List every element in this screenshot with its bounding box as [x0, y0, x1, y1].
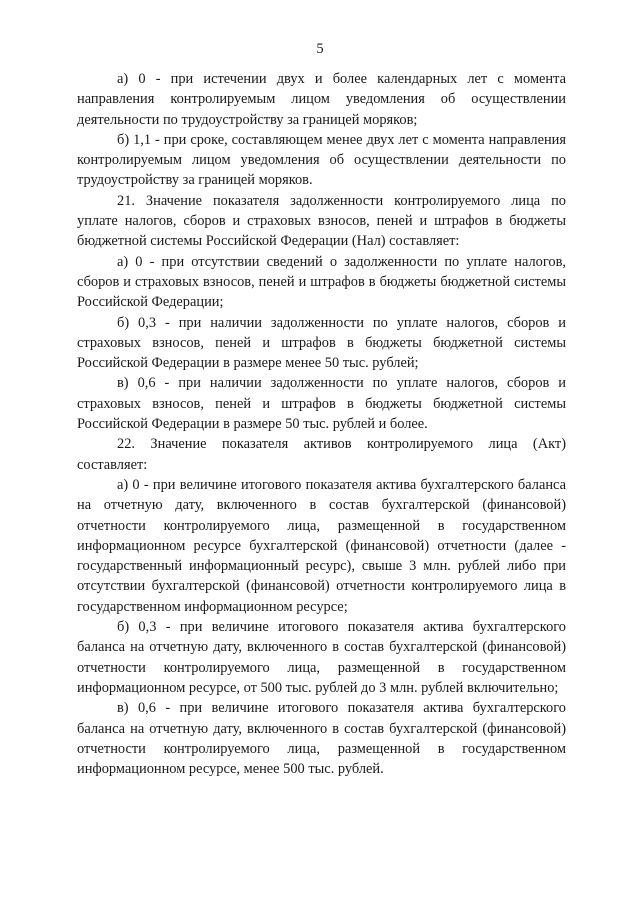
- paragraph-22c: в) 0,6 - при величине итогового показателя актива бухгалтерского баланса на отчетную дату, включенного в состав бухгалтерской (финансовой) отчетности контролируемого лица, размещенной в государственном информационном ресурсе, менее 500 тыс. рублей.: [77, 700, 566, 778]
- paragraph-22a: а) 0 - при величине итогового показателя актива бухгалтерского баланса на отчетную дату, включенного в состав бухгалтерской (финансовой) отчетности контролируемого лица, размещенной в государственном информационном ресурсе бухгалтерской (финансовой) отчетности (далее - государственный информационный ресурс), свыше 3 млн. рублей либо при отсутствии бухгалтерской (финансовой) отчетности контролируемого лица в государственном информационном ресурсе;: [77, 476, 566, 615]
- paragraph-22b: б) 0,3 - при величине итогового показателя актива бухгалтерского баланса на отчетную дату, включенного в состав бухгалтерской (финансовой) отчетности контролируемого лица, размещенной в государственном информационном ресурсе, от 500 тыс. рублей до 3 млн. рублей включительно;: [77, 619, 566, 696]
- paragraph-20b: б) 1,1 - при сроке, составляющем менее двух лет с момента направления контролируемым лицом уведомления об осуществлении деятельности по трудоустройству за границей моряков.: [77, 131, 566, 189]
- paragraph-21b: б) 0,3 - при наличии задолженности по уплате налогов, сборов и страховых взносов, пеней и штрафов в бюджеты бюджетной системы Российской Федерации в размере менее 50 тыс. рублей;: [77, 314, 566, 372]
- document-body: [77, 69, 566, 779]
- paragraph-20a: а) 0 - при истечении двух и более календарных лет с момента направления контролируемым лицом уведомления об осуществлении деятельности по трудоустройству за границей моряков;: [77, 71, 566, 128]
- paragraph-21a: а) 0 - при отсутствии сведений о задолженности по уплате налогов, сборов и страховых взносов, пеней и штрафов в бюджеты бюджетной системы Российской Федерации;: [77, 253, 566, 311]
- paragraph-22: 22. Значение показателя активов контролируемого лица (Акт) составляет:: [77, 436, 566, 473]
- paragraph-21c: в) 0,6 - при наличии задолженности по уплате налогов, сборов и страховых взносов, пеней и штрафов в бюджеты бюджетной системы Российской Федерации в размере 50 тыс. рублей и более.: [77, 375, 566, 433]
- page-number: 5: [316, 41, 324, 57]
- paragraph-21: 21. Значение показателя задолженности контролируемого лица по уплате налогов, сборов и страховых взносов, пеней и штрафов в бюджеты бюджетной системы Российской Федерации (Нал) составляет:: [77, 192, 566, 250]
